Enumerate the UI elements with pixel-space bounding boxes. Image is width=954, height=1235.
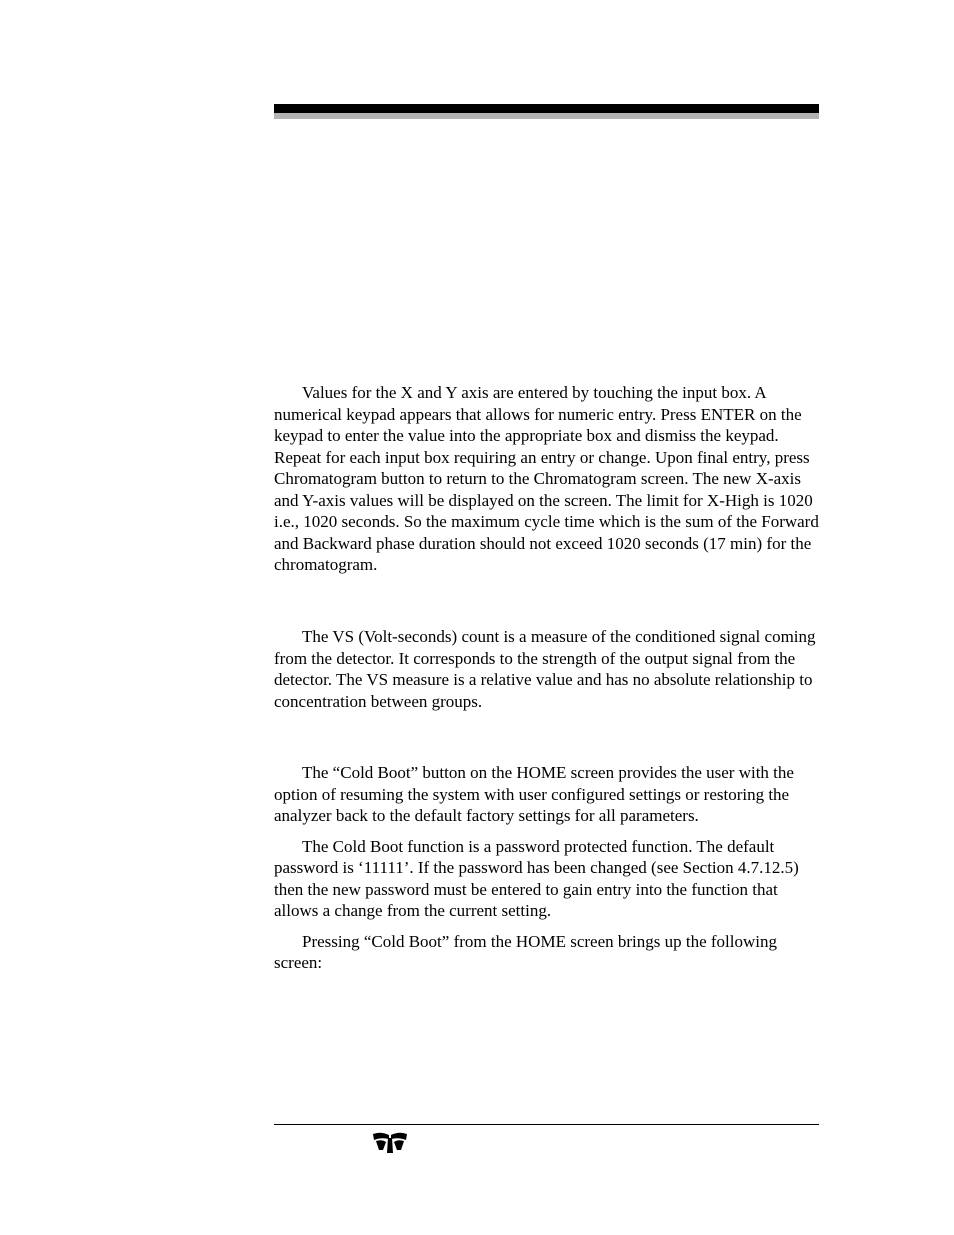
vs-count-section xyxy=(274,626,819,712)
cold-boot-screen-paragraph: Pressing “Cold Boot” from the HOME screen brings up the following screen: xyxy=(274,931,777,972)
header-rule xyxy=(274,104,819,113)
footer-rule xyxy=(274,1124,819,1125)
cold-boot-password-paragraph: The Cold Boot function is a password protected function. The default password is ‘11111’. If the password has been changed (see Section 4.7.12.5) then the new password must be entered to gain entry into the function that allows a change from the current setting. xyxy=(274,836,799,920)
cold-boot-intro-paragraph: The “Cold Boot” button on the HOME screen provides the user with the option of resuming the system with user configured settings or restoring the analyzer back to the default factory settings for all parameters. xyxy=(274,763,794,825)
header-rule-shadow xyxy=(274,113,819,119)
cold-boot-section xyxy=(274,762,819,974)
teledyne-logo-icon xyxy=(372,1130,408,1154)
vs-count-paragraph: The VS (Volt-seconds) count is a measure of the conditioned signal coming from the detector. It corresponds to the strength of the output signal from the detector. The VS measure is a relative value and has no absolute relationship to concentration between groups. xyxy=(274,627,816,711)
axis-values-section xyxy=(274,382,819,576)
axis-values-paragraph: Values for the X and Y axis are entered by touching the input box. A numerical keypad appears that allows for numeric entry. Press ENTER on the keypad to enter the value into the appropriate box and dismiss the keypad. Repeat for each input box requiring an entry or change. Upon final entry, press Chromatogram button to return to the Chromatogram screen. The new X-axis and Y-axis values will be displayed on the screen. The limit for X-High is 1020 i.e., 1020 seconds. So the maximum cycle time which is the sum of the Forward and Backward phase duration should not exceed 1020 seconds (17 min) for the chromatogram. xyxy=(274,383,819,574)
